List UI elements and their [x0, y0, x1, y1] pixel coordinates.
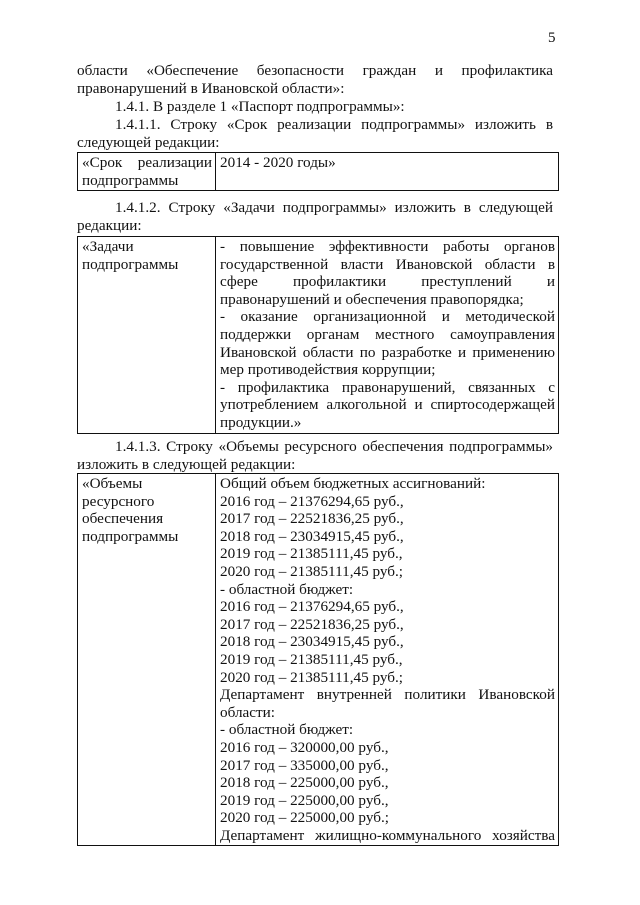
resources-line: 2020 год – 21385111,45 руб.; — [220, 668, 404, 686]
tasks-line: правонарушений и обеспечения правопорядка; — [220, 290, 524, 308]
tasks-line: Ивановской области по разработке и применению — [220, 343, 555, 361]
table-tasks — [77, 236, 559, 434]
table-resources-label — [78, 474, 216, 846]
table-tasks-label-line-1: «Задачи — [82, 238, 134, 255]
resources-line: - областной бюджет: — [220, 580, 354, 598]
resources-line: 2020 год – 21385111,45 руб.; — [220, 562, 404, 580]
item-1-4-1-1-line-1: 1.4.1.1. Строку «Срок реализации подпрограммы» изложить в — [115, 116, 553, 133]
item-1-4-1-1-line-2: следующей редакции: — [77, 133, 220, 151]
resources-line: 2016 год – 21376294,65 руб., — [220, 492, 404, 510]
table-term-label-line-2: подпрограммы — [82, 171, 179, 189]
item-1-4-1: 1.4.1. В разделе 1 «Паспорт подпрограммы»: — [115, 98, 405, 115]
resources-label-line: обеспечения — [82, 510, 164, 528]
resources-line: 2017 год – 335000,00 руб., — [220, 756, 389, 774]
resources-line: 2019 год – 21385111,45 руб., — [220, 650, 403, 668]
item-1-4-1-2-line-2: редакции: — [77, 216, 142, 234]
tasks-line: - профилактика правонарушений, связанных с — [220, 378, 555, 396]
resources-line: Департамент внутренней политики Ивановской — [220, 686, 555, 704]
intro-line-2: правонарушений в Ивановской области»: — [77, 79, 345, 97]
page-number: 5 — [548, 30, 556, 46]
item-1-4-1-2-line-1: 1.4.1.2. Строку «Задачи подпрограммы» изложить в следующей — [115, 199, 553, 216]
item-1-4-1-2 — [77, 199, 553, 234]
resources-label-line: подпрограммы — [82, 527, 179, 545]
resources-line: 2019 год – 21385111,45 руб., — [220, 545, 403, 563]
resources-line: 2020 год – 225000,00 руб.; — [220, 809, 389, 827]
resources-line: 2018 год – 23034915,45 руб., — [220, 527, 404, 545]
item-1-4-1-3 — [77, 438, 553, 473]
intro-line-1: области «Обеспечение безопасности граждан и профилактика — [77, 62, 553, 79]
resources-line: - областной бюджет: — [220, 721, 354, 739]
resources-line: 2016 год – 320000,00 руб., — [220, 738, 389, 756]
tasks-line: - повышение эффективности работы органов — [220, 238, 555, 255]
resources-line: 2019 год – 225000,00 руб., — [220, 791, 389, 809]
table-tasks-label — [78, 237, 216, 434]
resources-line: 2018 год – 225000,00 руб., — [220, 774, 389, 792]
resources-line: области: — [220, 703, 275, 721]
table-term-label-line-1: «Срок реализации — [82, 154, 212, 171]
resources-line: Общий объем бюджетных ассигнований: — [220, 475, 486, 492]
resources-line: 2018 год – 23034915,45 руб., — [220, 633, 404, 651]
item-1-4-1-3-line-1: 1.4.1.3. Строку «Объемы ресурсного обеспечения подпрограммы» — [115, 438, 553, 455]
resources-line: Департамент жилищно-коммунального хозяйства — [220, 826, 555, 844]
tasks-line: государственной власти Ивановской области в — [220, 255, 555, 273]
table-tasks-value — [216, 237, 559, 434]
table-term — [77, 152, 559, 191]
tasks-line: поддержки органам местного самоуправления — [220, 325, 555, 343]
resources-label-line: ресурсного — [82, 492, 155, 510]
tasks-line: мер противодействия коррупции; — [220, 361, 436, 379]
tasks-line: сфере профилактики преступлений и — [220, 273, 555, 291]
table-tasks-label-line-2: подпрограммы — [82, 255, 179, 273]
resources-label-line: «Объемы — [82, 475, 143, 492]
item-1-4-1-3-line-2: изложить в следующей редакции: — [77, 455, 296, 473]
tasks-line: употреблением алкогольной и спиртосодержащей — [220, 396, 555, 414]
table-resources — [77, 473, 559, 846]
table-term-value — [216, 153, 559, 191]
resources-line: 2017 год – 22521836,25 руб., — [220, 615, 404, 633]
resources-line: 2017 год – 22521836,25 руб., — [220, 510, 404, 528]
tasks-line: продукции.» — [220, 413, 302, 431]
item-1-4-1-1 — [77, 116, 553, 151]
tasks-line: - оказание организационной и методической — [220, 308, 555, 326]
table-term-value-text: 2014 - 2020 годы» — [220, 154, 336, 171]
resources-line: 2016 год – 21376294,65 руб., — [220, 598, 404, 616]
table-resources-value — [216, 474, 559, 846]
table-term-label — [78, 153, 216, 191]
intro-paragraph — [77, 62, 553, 97]
